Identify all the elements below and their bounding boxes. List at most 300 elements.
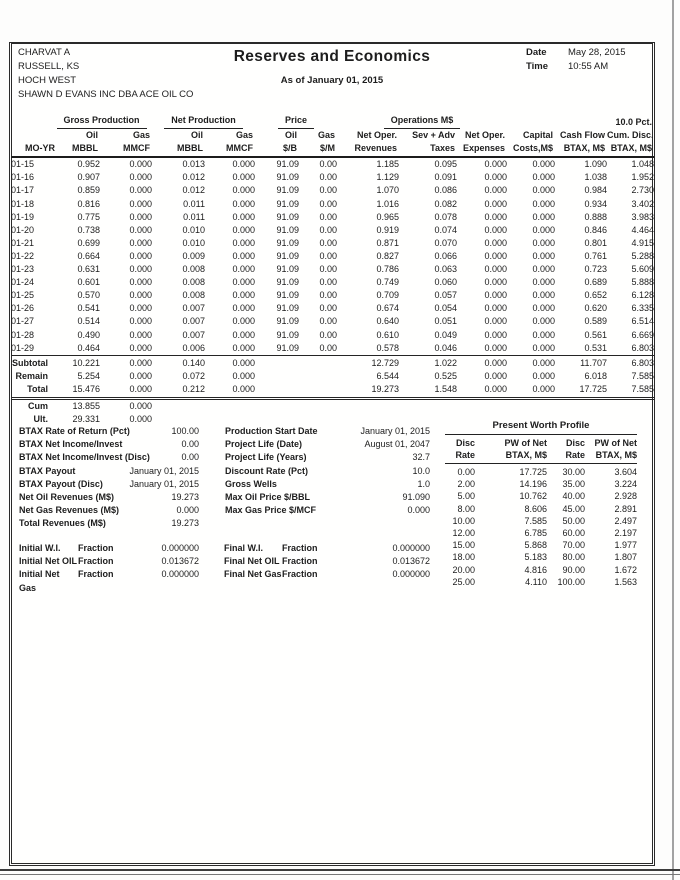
fraction-label: Initial Net OIL: [19, 556, 78, 567]
value-cell: 0.000: [100, 355, 152, 370]
value-cell: 91.09: [276, 211, 300, 222]
stat-label: Net Gas Revenues (M$): [19, 505, 120, 516]
value-cell: 0.078: [434, 211, 458, 222]
value-cell: 1.952: [631, 172, 655, 183]
stat-value: 19.273: [171, 518, 199, 529]
pw-value: 8.606: [524, 503, 547, 514]
pw-header-pw-2: PW of Net BTAX, M$: [594, 438, 637, 460]
group-header-price-label: Price: [278, 114, 314, 129]
value-cell: 0.531: [584, 342, 608, 353]
row-label: 01-17: [11, 185, 35, 196]
report-border-frame: [9, 42, 655, 866]
col-unit: MBBL: [51, 142, 100, 157]
value-cell: 91.09: [276, 185, 300, 196]
pw-profile-row: [445, 576, 637, 588]
summary-rows: [11, 355, 654, 398]
col-header: Cum. Disc.: [607, 130, 654, 141]
value-cell: 91.09: [276, 277, 300, 288]
value-cell: 0.000: [484, 185, 508, 196]
value-cell: 0.012: [182, 185, 206, 196]
production-row: [11, 171, 654, 184]
value-cell: [255, 370, 299, 383]
scan-edge-artifact-bottom: [0, 869, 680, 875]
value-cell: 0.000: [205, 355, 255, 370]
value-cell: 0.00: [319, 237, 338, 248]
value-cell: 0.699: [77, 237, 100, 248]
pw-value: 35.00: [562, 479, 585, 490]
value-cell: 0.000: [232, 159, 256, 170]
value-cell: 7.585: [631, 370, 655, 381]
date-row: [526, 46, 656, 60]
pw-value: 40.00: [562, 491, 585, 502]
value-cell: 0.749: [376, 277, 400, 288]
value-cell: 0.709: [376, 290, 400, 301]
value-cell: [607, 398, 654, 413]
pw-value: 3.224: [614, 479, 637, 490]
value-cell: 0.000: [484, 211, 508, 222]
value-cell: 4.915: [631, 237, 655, 248]
value-cell: 0.846: [584, 224, 608, 235]
value-cell: 0.000: [484, 316, 508, 327]
fraction-unit: Fraction: [78, 543, 114, 553]
stat-row: [225, 504, 430, 517]
value-cell: 3.402: [631, 198, 655, 209]
value-cell: 0.984: [584, 185, 608, 196]
value-cell: 0.007: [182, 303, 206, 314]
value-cell: 0.000: [484, 237, 508, 248]
value-cell: 12.729: [337, 355, 399, 370]
value-cell: 0.000: [232, 290, 256, 301]
value-cell: [299, 370, 337, 383]
value-cell: 0.000: [232, 277, 256, 288]
value-cell: 6.803: [631, 342, 655, 353]
pw-profile-row: [445, 527, 637, 539]
value-cell: [399, 398, 457, 413]
value-cell: 0.827: [376, 250, 400, 261]
fraction-label: Initial W.I.: [19, 543, 61, 553]
value-cell: 0.095: [434, 159, 458, 170]
group-header-operations-label: Operations M$: [384, 114, 461, 129]
value-cell: 0.000: [484, 224, 508, 235]
fraction-value: 0.000000: [161, 543, 199, 553]
value-cell: [337, 398, 399, 413]
value-cell: 0.934: [584, 198, 608, 209]
btax-stats-block: [19, 425, 199, 491]
col-unit: MMCF: [205, 142, 255, 157]
value-cell: 91.09: [276, 303, 300, 314]
value-cell: 0.631: [77, 264, 100, 275]
client-line-2: RUSSELL, KS: [18, 61, 80, 72]
value-cell: 0.000: [532, 316, 556, 327]
production-row: [11, 315, 654, 328]
row-label: 01-27: [11, 316, 35, 327]
value-cell: 0.000: [532, 172, 556, 183]
fraction-value: 0.013672: [161, 556, 199, 567]
scan-edge-artifact-right: [672, 0, 674, 880]
value-cell: 0.514: [77, 316, 100, 327]
value-cell: 0.652: [584, 290, 608, 301]
stat-label: BTAX Net Income/Invest (Disc): [19, 452, 150, 463]
value-cell: 0.00: [319, 329, 338, 340]
production-row: [11, 211, 654, 224]
pw-value: 2.197: [614, 528, 637, 539]
value-cell: 0.000: [532, 370, 556, 381]
value-cell: 0.000: [457, 383, 507, 399]
value-cell: 17.725: [555, 383, 607, 399]
value-cell: 91.09: [276, 198, 300, 209]
col-header: Gas: [318, 130, 336, 141]
value-cell: 1.090: [584, 159, 608, 170]
row-label: 01-26: [11, 303, 35, 314]
stat-value: 0.000: [407, 505, 430, 516]
stat-label: Project Life (Years): [225, 452, 307, 463]
pw-value: 3.604: [614, 467, 637, 477]
value-cell: 0.000: [129, 159, 153, 170]
value-cell: 0.000: [532, 185, 556, 196]
group-header-net-label: Net Production: [164, 114, 243, 129]
value-cell: 0.464: [77, 342, 100, 353]
value-cell: 0.091: [434, 172, 458, 183]
value-cell: 0.086: [434, 185, 458, 196]
stat-row: [225, 478, 430, 491]
value-cell: 0.000: [457, 355, 507, 370]
fraction-row: [19, 542, 430, 555]
pw-value: 17.725: [519, 467, 547, 477]
stat-row: [19, 517, 199, 530]
value-cell: 0.620: [584, 303, 608, 314]
stat-value: 91.090: [402, 492, 430, 502]
value-cell: 0.000: [484, 172, 508, 183]
pw-profile-row: [445, 551, 637, 563]
value-cell: 0.011: [183, 211, 206, 222]
production-row: [11, 276, 654, 289]
value-cell: 91.09: [276, 342, 300, 353]
row-label: Ult.: [33, 414, 48, 425]
spacer: [199, 542, 224, 555]
col-header: Gas: [236, 130, 254, 141]
fraction-label: Initial Net Gas: [19, 569, 60, 593]
col-header-moyr: MO-YR: [11, 142, 51, 157]
spacer: [555, 114, 607, 129]
col-unit: MMCF: [100, 142, 152, 157]
pw-value: 1.672: [614, 564, 637, 575]
value-cell: 0.013: [182, 159, 206, 170]
stat-row: [19, 504, 199, 517]
row-label: 01-19: [11, 211, 35, 222]
col-unit: BTAX, M$: [607, 142, 654, 157]
value-cell: 6.544: [376, 370, 400, 381]
value-cell: [457, 398, 507, 413]
row-label: Cum: [28, 400, 48, 411]
value-cell: 0.000: [232, 370, 256, 381]
value-cell: 0.965: [376, 211, 400, 222]
production-row: [11, 289, 654, 302]
col-header: Cash Flow: [560, 130, 606, 141]
value-cell: 0.070: [434, 237, 458, 248]
pw-value: 20.00: [452, 564, 475, 575]
value-cell: 91.09: [276, 329, 300, 340]
time-value: 10:55 AM: [568, 61, 609, 72]
fraction-value: 0.000000: [161, 569, 199, 580]
stat-row: [225, 451, 430, 464]
value-cell: 0.00: [319, 211, 338, 222]
stat-label: Total Revenues (M$): [19, 518, 106, 529]
date-time-block: [526, 46, 656, 74]
pw-value: 2.891: [614, 503, 637, 514]
value-cell: 0.570: [77, 290, 100, 301]
value-cell: 0.000: [232, 198, 256, 209]
value-cell: 0.000: [232, 185, 256, 196]
discount-pct-label: 10.0 Pct.: [615, 117, 653, 127]
value-cell: 0.000: [232, 264, 256, 275]
value-cell: 0.674: [376, 303, 400, 314]
fraction-value: 0.000000: [392, 543, 430, 553]
value-cell: 0.761: [584, 250, 608, 261]
pw-profile-row: [445, 503, 637, 515]
production-rows: [11, 157, 654, 355]
value-cell: 0.738: [77, 224, 100, 235]
value-cell: 0.000: [484, 342, 508, 353]
value-cell: 0.000: [129, 290, 153, 301]
stat-row: [225, 438, 430, 451]
production-row: [11, 157, 654, 171]
fraction-label: Final W.I.: [224, 543, 264, 553]
fraction-unit: Fraction: [78, 556, 114, 567]
value-cell: 0.000: [232, 303, 256, 314]
value-cell: 0.000: [232, 250, 256, 261]
value-cell: 0.000: [532, 329, 556, 340]
stat-row: [19, 451, 199, 464]
value-cell: 3.983: [631, 211, 655, 222]
value-cell: 0.000: [532, 237, 556, 248]
summary-row: [11, 355, 654, 370]
stat-row: [225, 425, 430, 438]
value-cell: 0.051: [434, 316, 458, 327]
value-cell: [205, 398, 255, 413]
value-cell: 0.000: [205, 383, 255, 399]
pw-value: 80.00: [562, 552, 585, 563]
spacer: [11, 114, 51, 129]
group-header-net: [152, 114, 255, 129]
value-cell: [299, 398, 337, 413]
col-header: Net Oper.: [357, 130, 398, 141]
value-cell: 29.331: [72, 414, 100, 425]
stat-label: Max Oil Price $/BBL: [225, 492, 311, 502]
row-label: Total: [11, 383, 51, 399]
value-cell: 91.09: [276, 172, 300, 183]
value-cell: 1.048: [631, 159, 655, 170]
value-cell: 0.000: [484, 159, 508, 170]
value-cell: 1.548: [399, 383, 457, 399]
value-cell: 0.000: [532, 277, 556, 288]
value-cell: 0.000: [129, 250, 153, 261]
value-cell: 0.610: [376, 329, 400, 340]
cumulative-row: [11, 398, 654, 413]
fraction-unit: Fraction: [282, 569, 318, 580]
value-cell: 0.919: [376, 224, 400, 235]
pw-value: 45.00: [562, 503, 585, 514]
pw-value: 5.868: [524, 540, 547, 551]
stat-label: Discount Rate (Pct): [225, 465, 309, 476]
stat-label: Production Start Date: [225, 426, 318, 436]
pw-profile-title: Present Worth Profile: [445, 420, 637, 435]
value-cell: 1.022: [399, 355, 457, 370]
value-cell: 0.00: [319, 224, 338, 235]
pw-profile-row: [445, 515, 637, 527]
value-cell: 0.907: [77, 172, 100, 183]
table-head: [11, 114, 654, 157]
value-cell: 91.09: [276, 237, 300, 248]
stat-label: BTAX Payout (Disc): [19, 478, 103, 489]
value-cell: 15.476: [51, 383, 100, 399]
value-cell: 0.000: [484, 250, 508, 261]
fraction-value: 0.000000: [392, 569, 430, 580]
fraction-row: [19, 568, 430, 594]
value-cell: 1.038: [584, 172, 608, 183]
pw-profile-row: [445, 539, 637, 551]
value-cell: 0.00: [319, 290, 338, 301]
col-header: Oil: [85, 130, 98, 141]
value-cell: 0.000: [232, 329, 256, 340]
value-cell: 0.074: [434, 224, 458, 235]
stat-row: [19, 491, 199, 504]
fraction-label: Final Net OIL: [224, 556, 280, 567]
value-cell: 0.000: [129, 316, 153, 327]
value-cell: 0.00: [319, 198, 338, 209]
stat-row: [225, 491, 430, 504]
pw-value: 90.00: [562, 564, 585, 575]
col-header: Capital: [523, 130, 554, 141]
value-cell: 0.00: [319, 159, 338, 170]
date-value: May 28, 2015: [568, 47, 626, 58]
value-cell: 0.000: [532, 250, 556, 261]
row-label: 01-24: [11, 277, 35, 288]
pw-value: 12.00: [452, 528, 475, 539]
client-line-1: CHARVAT A: [18, 47, 71, 58]
stat-label: BTAX Rate of Return (Pct): [19, 426, 130, 436]
row-label: 01-18: [11, 198, 35, 209]
stat-label: BTAX Net Income/Invest: [19, 439, 123, 450]
pw-value: 4.816: [524, 564, 547, 575]
pw-header-disc-2: Disc Rate: [565, 438, 585, 460]
pw-profile-row: [445, 564, 637, 576]
revenue-stats-block: [19, 491, 199, 531]
value-cell: 0.063: [434, 264, 458, 275]
pw-profile-row: [445, 490, 637, 502]
value-cell: 0.00: [319, 264, 338, 275]
stat-value: January 01, 2015: [360, 426, 430, 436]
value-cell: 5.288: [631, 250, 655, 261]
value-cell: 0.000: [507, 355, 555, 370]
col-unit: BTAX, M$: [555, 142, 607, 157]
pw-value: 8.00: [457, 503, 475, 514]
row-label: 01-22: [11, 250, 35, 261]
value-cell: 0.000: [129, 414, 153, 425]
pw-value: 2.497: [614, 515, 637, 526]
value-cell: 0.000: [484, 329, 508, 340]
value-cell: 0.008: [182, 277, 206, 288]
value-cell: 0.140: [152, 355, 205, 370]
value-cell: [255, 383, 299, 399]
stat-label: Net Oil Revenues (M$): [19, 492, 115, 502]
production-row: [11, 198, 654, 211]
pw-value: 50.00: [562, 515, 585, 526]
value-cell: 7.585: [607, 383, 654, 399]
stat-label: Max Gas Price $/MCF: [225, 505, 317, 516]
value-cell: 0.000: [232, 342, 256, 353]
value-cell: 0.000: [532, 198, 556, 209]
pw-value: 10.00: [452, 515, 475, 526]
production-row: [11, 302, 654, 315]
value-cell: 0.011: [183, 198, 206, 209]
fraction-label: Final Net Gas: [224, 569, 282, 580]
value-cell: 0.049: [434, 329, 458, 340]
value-cell: 5.609: [631, 264, 655, 275]
summary-row: [11, 383, 654, 399]
production-row: [11, 184, 654, 197]
stat-value: 0.00: [181, 452, 199, 463]
col-unit: MBBL: [152, 142, 205, 157]
value-cell: 0.00: [319, 303, 338, 314]
value-cell: 0.008: [182, 290, 206, 301]
as-of-date: As of January 01, 2015: [280, 75, 384, 86]
pw-profile-row: [445, 466, 637, 478]
stat-value: 32.7: [412, 452, 430, 463]
pw-value: 60.00: [562, 528, 585, 539]
value-cell: 0.000: [100, 383, 152, 399]
pw-value: 2.928: [614, 491, 637, 502]
value-cell: 2.730: [631, 185, 655, 196]
value-cell: 0.000: [129, 198, 153, 209]
value-cell: 0.000: [484, 264, 508, 275]
value-cell: 0.000: [484, 370, 508, 381]
value-cell: 6.018: [584, 370, 608, 381]
value-cell: 0.000: [532, 224, 556, 235]
value-cell: 0.801: [584, 237, 608, 248]
stat-value: 0.00: [181, 439, 199, 450]
value-cell: 0.082: [434, 198, 458, 209]
col-unit: Expenses: [457, 142, 507, 157]
value-cell: 1.185: [376, 159, 400, 170]
pw-value: 2.00: [457, 479, 475, 490]
value-cell: 0.859: [77, 185, 100, 196]
production-row: [11, 329, 654, 342]
pw-value: 18.00: [452, 552, 475, 563]
value-cell: 0.000: [129, 329, 153, 340]
value-cell: 0.00: [319, 250, 338, 261]
production-row: [11, 250, 654, 263]
row-label: 01-23: [11, 264, 35, 275]
value-cell: 0.871: [376, 237, 400, 248]
value-cell: 91.09: [276, 224, 300, 235]
value-cell: 0.00: [319, 277, 338, 288]
stat-value: 10.0: [412, 465, 430, 476]
row-label: 01-15: [11, 159, 35, 170]
group-header-operations: [337, 114, 507, 129]
value-cell: [255, 398, 299, 413]
value-cell: 0.012: [182, 172, 206, 183]
value-cell: 10.221: [51, 355, 100, 370]
group-header-price: [255, 114, 337, 129]
value-cell: 5.888: [631, 277, 655, 288]
stat-label: Gross Wells: [225, 478, 277, 489]
value-cell: 0.000: [532, 303, 556, 314]
value-cell: 0.00: [319, 172, 338, 183]
fraction-unit: Fraction: [282, 556, 318, 567]
value-cell: 6.803: [607, 355, 654, 370]
value-cell: 0.00: [319, 185, 338, 196]
group-header-gross-label: Gross Production: [57, 114, 147, 129]
